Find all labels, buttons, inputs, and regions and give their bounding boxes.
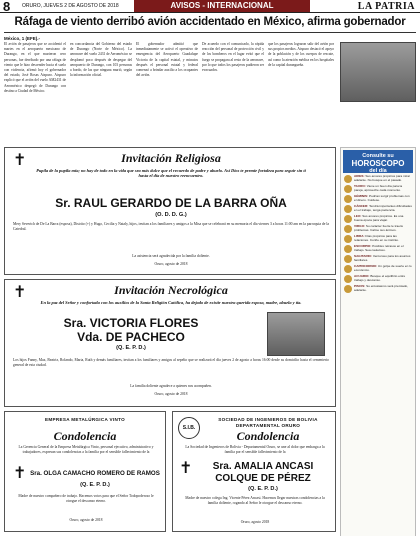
article-column-4: De acuerdo con el comunicado, la rápida reacción del personal de protección civil y de los bomberos en el lugar evitó que el fuego se propagara al resto de la aeronave, por lo que todos los pasajeros pudieron ser evacuados.	[202, 42, 264, 73]
deceased-name: Sra. OLGA CAMACHO ROMERO DE RAMOS	[30, 470, 160, 477]
sib-logo: S.I.B.	[178, 417, 200, 439]
newspaper-name: LA PATRIA	[357, 1, 415, 12]
zodiac-icon	[344, 265, 352, 273]
condolence-sib-box	[172, 411, 336, 532]
condolence-lead: La Sociedad de Ingenieros de Bolivia - Departamental Oruro, se une al dolor que embarga a la familia por el sensible fallecimiento de la	[185, 445, 325, 454]
necrological-invitation-lead: En la paz del Señor y confortada con los auxilios de la Santa Religión Católica, ha dejado de existir nuestra querida esposa, madre, abuela y tía.	[40, 300, 302, 305]
section-banner: AVISOS - INTERNACIONAL	[134, 0, 310, 12]
condolence-heading: Condolencia	[53, 429, 117, 443]
horoscope-sign: CAPRICORNIO: Un golpe de suerte en lo económico.	[344, 265, 412, 273]
necrological-invitation-box	[4, 279, 336, 407]
cross-icon: ✝	[13, 282, 27, 301]
cross-icon: ✝	[179, 458, 193, 477]
horoscope-sign: TAURO: Viene un buen día para la pareja, aproveche cada momento.	[344, 185, 412, 193]
horoscope-header	[343, 150, 413, 173]
header-date: ORURO, JUEVES 2 DE AGOSTO DE 2018	[22, 3, 119, 9]
article-column-1: El avión de pasajeros que se accidentó el martes en el aeropuerto mexicano de Durango, en el que murieron cero personas, fue derribado por una ráfaga de viento que le hizo descender hacia el suelo con violencia, afirmó hoy el gobernador del estado, José Rosas Aispuro. Aispuro explicó que el avión del vuelo AM2431 de Aeroméxico despegó de Durango con destino a Ciudad de México.	[4, 42, 66, 93]
condolence-body: Madre de nuestro colega Ing. Vicente Pérez Ancasi. Hacemos llegar nuestras condolencias a la familia doliente, rogando al Señor le otorgue el descanso eterno.	[185, 496, 325, 505]
religious-invitation-box	[4, 147, 336, 275]
zodiac-icon	[344, 225, 352, 233]
article-column-5: que los pasajeros lograron salir del avión por sus propios medios. Aispuro destacó el apoyo de la población y de los cuerpos de rescate, así como la atención médica en los hospitales de la capital durangueña.	[268, 42, 334, 67]
religious-invitation-body: Mery Severich de De La Barra (esposa), Distrito (+) y Hugo, Cecilia y Nataly, hijos, invitan a los familiares y amigos a la Misa que se celebrará en su memoria el día viernes 3 a horas 11:00 am en la parroquia de la Catedral.	[13, 222, 329, 231]
horoscope-sign: GÉMINIS: Podrían surgir problemas con el dinero. Cuídese.	[344, 195, 412, 203]
religious-invitation-heading: Invitación Religiosa	[121, 151, 221, 165]
deceased-name-line2: Vda. DE PACHECO	[77, 330, 185, 344]
horoscope-sign: VIRGO: Su carácter fuerte le traerá problemas. Calme sus ánimos.	[344, 225, 412, 233]
condolence-org: SOCIEDAD DE INGENIEROS DE BOLIVIA	[218, 417, 318, 422]
page-number: 8	[3, 0, 11, 14]
deceased-gloss: (Q. E. P. D.)	[248, 486, 278, 492]
deceased-name: Sr. RAUL GERARDO DE LA BARRA OÑA	[55, 196, 287, 210]
article-column-3: El gobernador admitió que inmediatamente se activó el operativo de emergencia del Aeropuerto Guadalupe Victoria de la capital estatal, y minutos después el personal estatal y federal comenzó a brindar auxilio a los ocupantes del avión.	[136, 42, 198, 78]
necrological-invitation-closing: La familia doliente agradece a quienes nos acompañen.	[130, 384, 212, 388]
horoscope-sign: ACUARIO: Busque el equilibrio entre trabajo y descanso.	[344, 275, 412, 283]
religious-invitation-closing: La asistencia será agradecida por la familia doliente.	[132, 254, 210, 258]
religious-invitation-place: Oruro, agosto de 2018	[154, 262, 188, 266]
condolence-lead: La Gerencia General de la Empresa Metalúrgica Vinto, personal ejecutivo, administrativo y trabajadores, expresan sus condolencias a la familia por el sensible fallecimiento de la	[18, 445, 154, 454]
deceased-gloss: (O. D. D. G.)	[155, 212, 187, 218]
zodiac-icon	[344, 205, 352, 213]
zodiac-icon	[344, 275, 352, 283]
deceased-name-line1: Sra. AMALIA ANCASI	[212, 461, 314, 472]
cross-icon: ✝	[13, 150, 27, 169]
zodiac-icon	[344, 255, 352, 263]
headline-rule	[4, 32, 416, 33]
horoscope-title-bottom: del día	[369, 168, 387, 174]
horoscope-sign: CÁNCER: Tendrá importantes dificultades en el trabajo, tenga paciencia.	[344, 205, 412, 213]
condolence-place: Oruro, agosto 2018	[240, 520, 270, 524]
horoscope-sign: PISCIS: Su entusiasmo será premiado, adelante.	[344, 285, 412, 293]
condolence-org-dept: DEPARTAMENTAL ORURO	[235, 423, 301, 428]
deceased-photo	[267, 312, 325, 356]
page-header	[0, 0, 420, 13]
zodiac-icon	[344, 185, 352, 193]
horoscope-title-top: Consulte su	[362, 153, 394, 159]
deceased-gloss: (Q. E. P. D.)	[80, 482, 110, 488]
cross-icon: ✝	[13, 463, 27, 482]
article-headline: Ráfaga de viento derribó avión accidentado en México, afirma gobernador	[14, 16, 406, 28]
article-column-2: en concordancia del Gobierno del estado de Durango (Norte de México). La aeronave del vuelo 2431 de Aeroméxico se desplomó poco después de despegar del aeropuerto de Durango, con 103 personas a bordo, de las que ninguna murió, según la información oficial.	[70, 42, 132, 78]
zodiac-icon	[344, 195, 352, 203]
condolence-heading: Condolencia	[236, 429, 300, 443]
horoscope-sign: ARIES: Sus amores propicios para mirar adelante. No busque en el pasado.	[344, 175, 412, 183]
deceased-gloss: (Q. E. P. D.)	[116, 345, 146, 351]
deceased-name-line1: Sra. VICTORIA FLORES	[63, 316, 199, 330]
condolence-org: EMPRESA METALÚRGICA VINTO	[45, 417, 125, 422]
article-photo	[340, 42, 416, 102]
horoscope-sign: LIBRA: Días propicios para las relaciones. Confíe en su instinto.	[344, 235, 412, 243]
condolence-body: Madre de nuestro compañero de trabajo. Hacemos votos para que el Señor Todopoderoso le otorgue el descanso eterno.	[18, 494, 154, 503]
zodiac-icon	[344, 175, 352, 183]
zodiac-icon	[344, 285, 352, 293]
article-dateline: México, 1 (EFE).-	[4, 36, 41, 41]
horoscope-title-main: HOROSCOPO	[351, 159, 405, 168]
condolence-vinto-box	[4, 411, 166, 532]
zodiac-icon	[344, 235, 352, 243]
horoscope-sign: SAGITARIO: Venturoso para los asuntos familiares.	[344, 255, 412, 263]
horoscope-sign: LEO: Sus amores propicios. Es una buena época para viajar.	[344, 215, 412, 223]
religious-invitation-lead: Pupila de la pupila mía; no hay de todo en la vida que sea más dulce que el recuerdo de padre y abuelo. Así Dios te premie fortaleza para seguir sin ti hasta el día de nuestro reencuentro.	[36, 168, 306, 179]
horoscope-panel	[340, 147, 416, 536]
necrological-invitation-heading: Invitación Necrológica	[114, 283, 228, 297]
necrological-invitation-place: Oruro, agosto de 2018	[154, 392, 188, 396]
horoscope-sign: ESCORPIO: Posibles retrasos en el trabajo. Sea cauteloso.	[344, 245, 412, 253]
zodiac-icon	[344, 245, 352, 253]
deceased-name-line2: COLQUE DE PÉREZ	[215, 473, 311, 484]
necrological-invitation-body: Los hijos Fanny, Max, Beatriz, Rolando, Marta, Ruth y demás familiares, invitan a los familiares y amigos al sepelio que se realizará el día jueves 2 de agosto a horas 16:00 desde su domicilio hasta el cementerio general de esta ciudad.	[13, 358, 329, 367]
condolence-place: Oruro, agosto de 2018	[69, 518, 103, 522]
zodiac-icon	[344, 215, 352, 223]
